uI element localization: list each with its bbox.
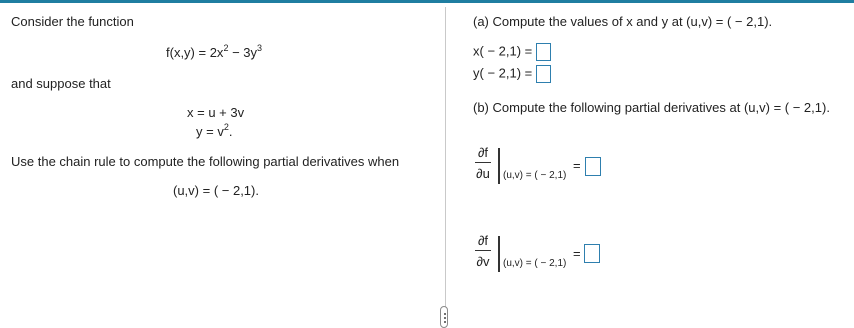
- x-value-row: [473, 43, 551, 61]
- partial-u-answer-row: [585, 157, 601, 176]
- x-value-label: x( − 2,1) =: [473, 43, 533, 59]
- equation-y: [196, 124, 232, 139]
- handle-dot: [444, 321, 446, 323]
- part-b-prompt: (b) Compute the following partial derivatives at (u,v) = ( − 2,1).: [473, 100, 830, 115]
- evaluation-bar: [498, 236, 500, 272]
- evaluation-point: (u,v) = ( − 2,1).: [173, 183, 259, 198]
- function-mid: − 3y: [228, 45, 257, 60]
- fraction-bar: [475, 162, 491, 163]
- equals-sign: =: [573, 158, 581, 173]
- equation-y-period: .: [228, 124, 233, 139]
- panel-divider: [445, 7, 446, 325]
- equals-sign: =: [573, 246, 581, 261]
- partial-f-numerator: ∂f: [477, 145, 489, 160]
- partial-f-v-fraction: [475, 233, 491, 269]
- function-definition: [166, 45, 262, 60]
- function-exponent-1: 2: [223, 43, 229, 53]
- partial-u-answer-box[interactable]: [585, 157, 601, 176]
- intro-text: Consider the function: [11, 14, 134, 29]
- function-exponent-2: 3: [257, 43, 263, 53]
- partial-v-answer-row: [584, 244, 600, 263]
- partial-v-eval-point: (u,v) = ( − 2,1): [503, 258, 567, 269]
- partial-v-answer-box[interactable]: [584, 244, 600, 263]
- suppose-text: and suppose that: [11, 76, 111, 91]
- handle-dot: [444, 317, 446, 319]
- equation-y-base: y = v: [196, 124, 224, 139]
- equation-x: x = u + 3v: [187, 105, 245, 120]
- function-lhs: f(x,y) = 2x: [166, 45, 224, 60]
- y-value-answer-box[interactable]: [536, 65, 551, 83]
- x-value-answer-box[interactable]: [536, 43, 551, 61]
- y-value-row: [473, 65, 551, 83]
- evaluation-bar: [498, 148, 500, 184]
- partial-u-denominator: ∂u: [476, 166, 490, 181]
- top-accent-bar: [0, 0, 854, 3]
- part-a-prompt: (a) Compute the values of x and y at (u,v) = ( − 2,1).: [473, 14, 773, 29]
- fraction-bar: [475, 250, 491, 251]
- instruction-text: Use the chain rule to compute the following partial derivatives when: [11, 154, 400, 169]
- partial-f-u-fraction: [475, 145, 491, 181]
- y-value-label: y( − 2,1) =: [473, 65, 533, 81]
- partial-u-eval-point: (u,v) = ( − 2,1): [503, 170, 567, 181]
- partial-v-denominator: ∂v: [476, 254, 490, 269]
- equation-y-exponent: 2: [223, 122, 229, 132]
- partial-f-numerator: ∂f: [477, 233, 489, 248]
- handle-dot: [444, 313, 446, 315]
